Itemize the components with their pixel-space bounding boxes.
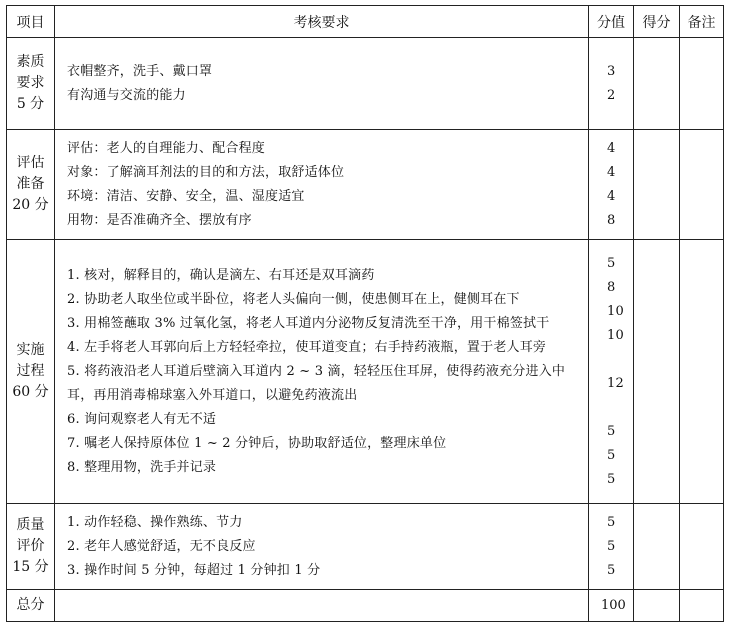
requirement-item: 环境：清洁、安静、安全，温、湿度适宜 [67,189,305,204]
requirement-item: 衣帽整齐，洗手、戴口罩 [67,64,213,79]
score-value: 10 [607,328,624,343]
requirement-item: 2. 老年人感觉舒适，无不良反应 [67,539,256,554]
requirement-item: 4. 左手将老人耳郭向后上方轻轻牵拉，使耳道变直；右手持药液瓶，置于老人耳旁 [67,340,547,355]
requirement-item: 2. 协助老人取坐位或半卧位，将老人头偏向一侧，使患侧耳在上，健侧耳在下 [67,292,520,307]
requirement-item: 5. 将药液沿老人耳道后壁滴入耳道内 2 ~ 3 滴，轻轻压住耳屏，使得药液充分进入中耳，再用消毒棉球塞入外耳道口，以避免药液流出 [67,364,566,403]
category-line: 素质 [16,54,45,70]
score-value: 5 [607,472,616,487]
category-line: 5 分 [16,96,45,112]
score-got-cell [634,590,680,622]
score-value: 12 [607,376,624,391]
category-line: 60 分 [12,384,49,400]
section-quality-evaluation [7,504,724,590]
score-value: 8 [607,280,616,295]
category-cell [7,38,55,130]
category-line: 实施 [16,342,45,358]
assessment-table [6,5,724,622]
category-line: 过程 [16,363,45,379]
remark-cell [680,38,724,130]
section-implementation-process [7,240,724,504]
category-line: 要求 [16,75,45,91]
header-item: 项目 [7,6,55,38]
total-requirement-cell [55,590,589,622]
category-line: 准备 [16,176,45,192]
score-value: 2 [607,88,616,103]
requirement-item: 6. 询问观察老人有无不适 [67,412,217,427]
header-score-value: 分值 [589,6,634,38]
score-got-cell [634,130,680,240]
score-value: 5 [607,424,616,439]
requirement-item: 有沟通与交流的能力 [67,88,186,103]
total-label: 总分 [7,590,55,622]
section-quality-requirement [7,38,724,130]
score-value: 4 [607,165,616,180]
score-value: 4 [607,189,616,204]
category-line: 评价 [16,538,45,554]
header-row [7,6,724,38]
score-value-cell [589,130,634,240]
assessment-table-container [6,5,723,616]
header-remark: 备注 [680,6,724,38]
category-line: 20 分 [12,197,49,213]
requirement-cell [55,504,589,590]
remark-cell [680,240,724,504]
score-value: 8 [607,213,616,228]
score-value-cell [589,38,634,130]
remark-cell [680,590,724,622]
remark-cell [680,130,724,240]
total-score: 100 [589,590,634,622]
remark-cell [680,504,724,590]
category-line: 质量 [16,517,45,533]
category-line: 15 分 [12,559,49,575]
score-value: 3 [607,64,616,79]
category-line: 评估 [16,155,45,171]
category-cell [7,240,55,504]
score-value: 5 [607,563,616,578]
requirement-item: 1. 核对，解释目的，确认是滴左、右耳还是双耳滴药 [67,268,375,283]
score-value: 10 [607,304,624,319]
category-cell [7,130,55,240]
header-score-got: 得分 [634,6,680,38]
score-value-cell [589,240,634,504]
score-got-cell [634,38,680,130]
requirement-item: 评估：老人的自理能力、配合程度 [67,141,266,156]
score-value: 5 [607,515,616,530]
requirement-item: 3. 用棉签蘸取 3% 过氧化氢，将老人耳道内分泌物反复清洗至干净，用干棉签拭干 [67,316,550,331]
score-got-cell [634,504,680,590]
section-assessment-preparation [7,130,724,240]
category-cell [7,504,55,590]
requirement-item: 3. 操作时间 5 分钟，每超过 1 分钟扣 1 分 [67,563,321,578]
requirement-cell [55,240,589,504]
requirement-item: 8. 整理用物，洗手并记录 [67,460,217,475]
requirement-cell [55,38,589,130]
requirement-item: 7. 嘱老人保持原体位 1 ~ 2 分钟后，协助取舒适位，整理床单位 [67,436,447,451]
requirement-cell [55,130,589,240]
score-value: 5 [607,539,616,554]
total-row [7,590,724,622]
score-value-cell [589,504,634,590]
requirement-item: 对象：了解滴耳剂法的目的和方法，取舒适体位 [67,165,345,180]
score-value: 5 [607,448,616,463]
score-value: 5 [607,256,616,271]
score-value: 4 [607,141,616,156]
header-requirement: 考核要求 [55,6,589,38]
score-got-cell [634,240,680,504]
requirement-item: 1. 动作轻稳、操作熟练、节力 [67,515,243,530]
requirement-item: 用物：是否准确齐全、摆放有序 [67,213,252,228]
